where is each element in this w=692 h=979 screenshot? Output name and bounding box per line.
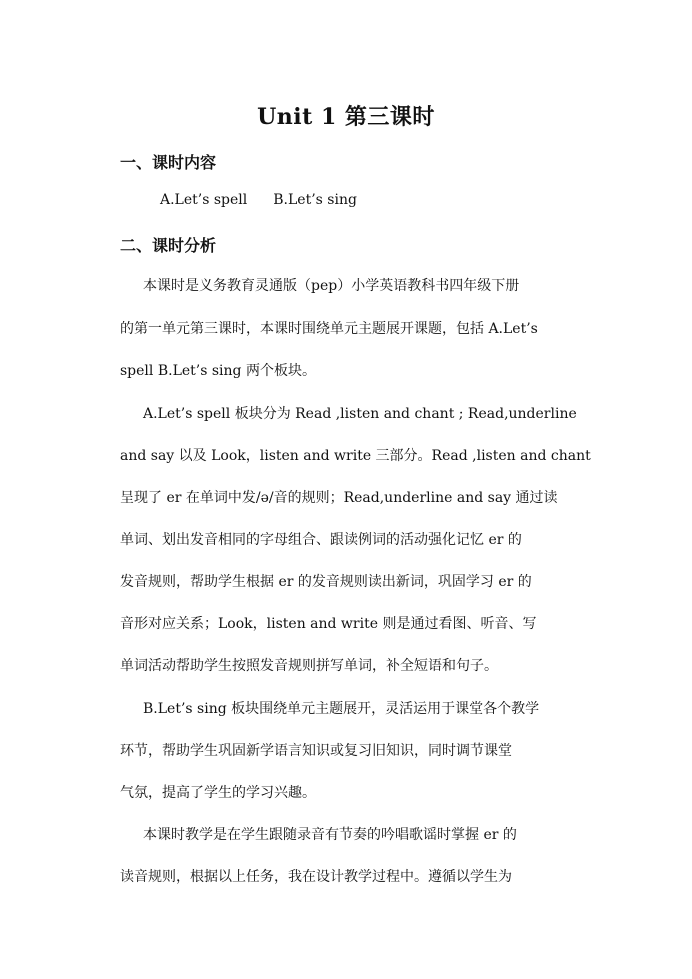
lesson-items [160,192,357,208]
paragraph-line: 环节，帮助学生巩固新学语言知识或复习旧知识，同时调节课堂 [120,743,512,759]
paragraph-line: 单词活动帮助学生按照发音规则拼写单词，补全短语和句子。 [120,658,498,674]
paragraph-line: 读音规则，根据以上任务，我在设计教学过程中。遵循以学生为 [120,869,512,885]
lesson-item-spell: A.Let’s spell [160,192,248,208]
paragraph-line: spell B.Let’s sing 两个板块。 [120,363,316,379]
paragraph-line: and say 以及 Look，listen and write 三部分。Read ,listen and chant [120,448,591,464]
paragraph-line: 音形对应关系；Look，listen and write 则是通过看图、听音、写 [120,616,537,632]
paragraph-line: A.Let’s spell 板块分为 Read ,listen and chant ; Read,underline [143,406,577,422]
paragraph-line: 呈现了 er 在单词中发/ə/音的规则；Read,underline and say 通过读 [120,490,558,506]
paragraph-line: 气氛，提高了学生的学习兴趣。 [120,785,316,801]
paragraph-line: 单词、划出发音相同的字母组合、跟读例词的活动强化记忆 er 的 [120,532,522,548]
paragraph-line: B.Let’s sing 板块围绕单元主题展开，灵活运用于课堂各个教学 [143,701,540,717]
paragraph-line: 的第一单元第三课时，本课时围绕单元主题展开课题，包括 A.Let’s [120,321,538,337]
paragraph-line: 本课时教学是在学生跟随录音有节奏的吟唱歌谣时掌握 er 的 [143,827,517,843]
paragraph-line: 发音规则，帮助学生根据 er 的发音规则读出新词，巩固学习 er 的 [120,574,532,590]
section-heading-analysis: 二、课时分析 [120,236,217,255]
paragraph-line: 本课时是义务教育灵通版（pep）小学英语教科书四年级下册 [143,278,520,294]
lesson-item-sing: B.Let’s sing [273,192,357,208]
page-title: Unit 1 第三课时 [257,104,435,130]
section-heading-content: 一、课时内容 [120,153,217,172]
